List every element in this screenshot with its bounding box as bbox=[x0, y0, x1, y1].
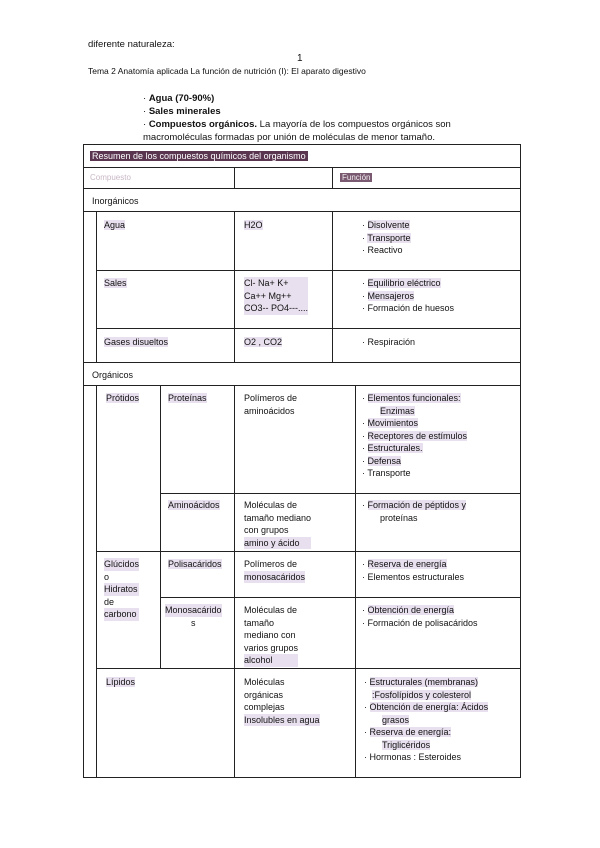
row-sales-name: Sales bbox=[104, 278, 127, 288]
row-lipidos-desc: Moléculas orgánicas complejas Insolubles en agua bbox=[244, 677, 320, 725]
page-number: 1 bbox=[297, 53, 303, 64]
row-gases-name: Gases disueltos bbox=[104, 337, 169, 347]
row-monosacaridos-desc: Moléculas de tamaño mediano con varios grupos alcohol bbox=[244, 605, 299, 665]
row-lipidos-name: Lípidos bbox=[106, 677, 136, 687]
row-monosacaridos-name: Monosacárido s bbox=[165, 605, 222, 628]
bullet-sales: · Sales minerales bbox=[143, 106, 221, 117]
row-gases-formula: O2 , CO2 bbox=[244, 337, 283, 347]
row-proteinas-desc: Polímeros de aminoácidos bbox=[244, 393, 298, 416]
row-glucidos-name: Glúcidos o Hidratos de carbono bbox=[104, 559, 140, 619]
bullet-compuestos: · Compuestos orgánicos. La mayoría de los compuestos orgánicos son bbox=[143, 119, 451, 130]
row-gases-functions: · Respiración bbox=[362, 337, 416, 347]
row-agua-functions: · Disolvente · Transporte · Reactivo bbox=[362, 220, 411, 255]
row-polisacaridos-functions: · Reserva de energía · Elementos estructurales bbox=[362, 559, 465, 582]
document-header: Tema 2 Anatomía aplicada La función de nutrición (I): El aparato digestivo bbox=[88, 66, 366, 76]
row-agua-formula: H2O bbox=[244, 220, 263, 230]
row-proteinas-functions: · Elementos funcionales: Enzimas · Movimientos · Receptores de estímulos · Estructurales. · Defensa · Transporte bbox=[362, 393, 468, 478]
row-protidos-name: Prótidos bbox=[106, 393, 140, 403]
row-agua-name: Agua bbox=[104, 220, 126, 230]
row-sales-functions: · Equilibrio eléctrico · Mensajeros · Formación de huesos bbox=[362, 278, 455, 313]
intro-text: diferente naturaleza: bbox=[88, 39, 175, 50]
section-inorganicos: Inorgánicos bbox=[92, 196, 139, 206]
col-compuesto: Compuesto bbox=[90, 173, 131, 182]
row-lipidos-functions: · Estructurales (membranas) :Fosfolípidos y colesterol · Obtención de energía: Ácidos grasos · Reserva de energía: Triglicéridos · Hormonas : Esteroides bbox=[364, 677, 489, 762]
row-aminoacidos-name: Aminoácidos bbox=[168, 500, 220, 510]
row-polisacaridos-desc: Polímeros de monosacáridos bbox=[244, 559, 306, 582]
row-proteinas-name: Proteínas bbox=[168, 393, 207, 403]
row-sales-formula: Cl- Na+ K+ Ca++ Mg++ CO3-- PO4---.... bbox=[244, 278, 309, 313]
section-organicos: Orgánicos bbox=[92, 370, 134, 380]
bullet-agua: · Agua (70-90%) bbox=[143, 93, 215, 104]
col-funcion: Función bbox=[342, 173, 371, 182]
row-aminoacidos-desc: Moléculas de tamaño mediano con grupos amino y ácido bbox=[244, 500, 312, 548]
row-monosacaridos-functions: · Obtención de energía · Formación de polisacáridos bbox=[362, 605, 478, 628]
bullet-continuation: macromoléculas formadas por unión de moléculas de menor tamaño. bbox=[143, 132, 436, 143]
row-aminoacidos-functions: · Formación de péptidos y proteínas bbox=[362, 500, 467, 523]
table-title: Resumen de los compuestos químicos del organismo bbox=[92, 151, 306, 161]
row-polisacaridos-name: Polisacáridos bbox=[168, 559, 222, 569]
